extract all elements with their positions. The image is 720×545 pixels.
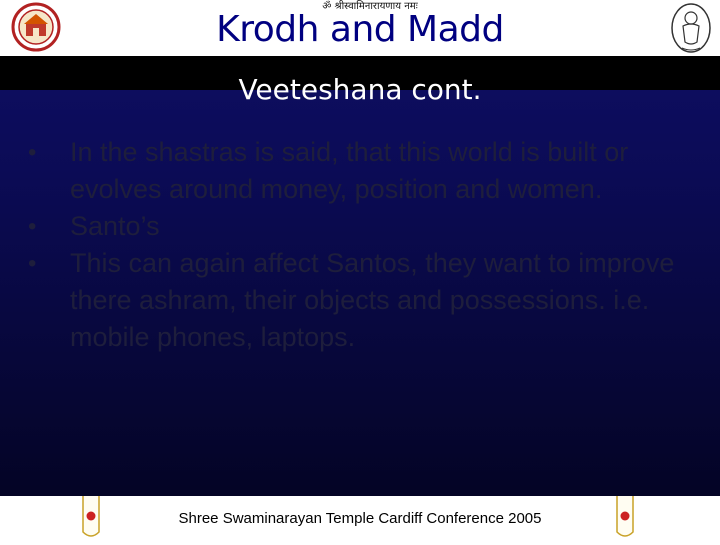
slide-body: [0, 56, 720, 496]
bullet-text: This can again affect Santos, they want to improve there ashram, their objects and possessions. i.e. mobile phones, laptops.: [70, 248, 675, 352]
page-title: Krodh and Madd: [216, 9, 504, 50]
bullet-icon: •: [28, 213, 37, 240]
om-invocation: ॐ श्रीस्वामिनारायणाय नमः: [322, 1, 418, 12]
bullet-icon: •: [28, 250, 37, 277]
bullet-text: In the shastras is said, that this world is built or evolves around money, position and women.: [70, 137, 629, 204]
slide-title: Veeteshana cont.: [238, 73, 482, 106]
bullet-list: [28, 134, 688, 356]
header-bar: [0, 0, 720, 56]
deity-emblem-icon: [670, 2, 712, 54]
bullet-item: [28, 208, 688, 245]
footer-caption: Shree Swaminarayan Temple Cardiff Conference 2005: [178, 510, 542, 527]
bullet-item: [28, 134, 688, 208]
footer-bar: [0, 496, 720, 540]
bullet-text: Santo’s: [70, 211, 160, 241]
bullet-item: [28, 245, 688, 356]
bullet-icon: •: [28, 139, 37, 166]
